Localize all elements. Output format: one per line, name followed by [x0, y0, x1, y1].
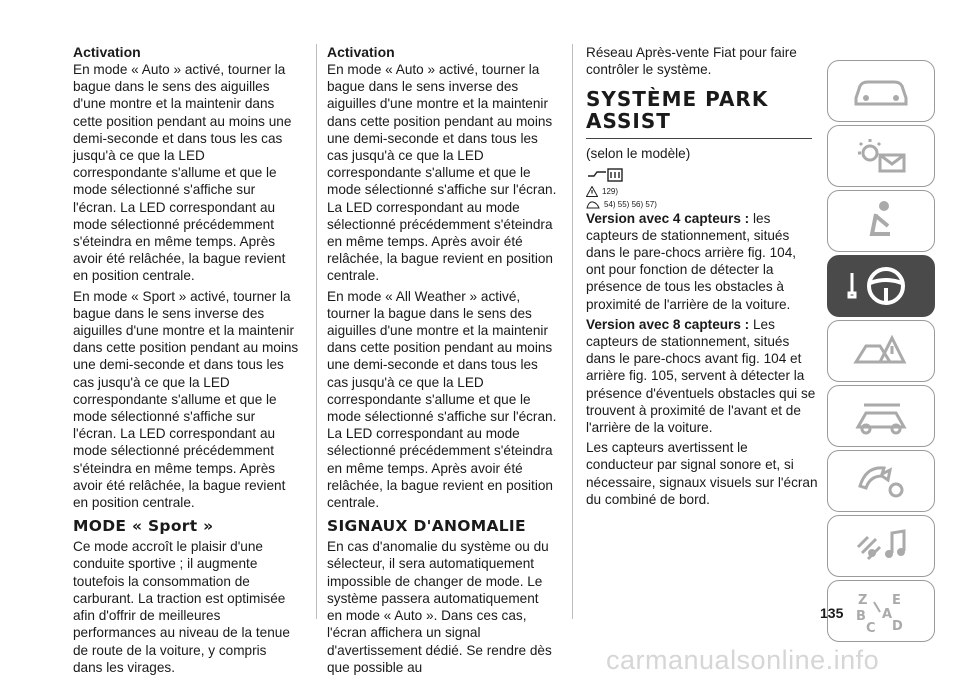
tab-starting-driving[interactable]: [827, 255, 935, 317]
heading-signaux-anomalie: SIGNAUX D'ANOMALIE: [327, 517, 526, 536]
paragraph: En mode « Sport » activé, tourner la bague dans le sens inverse des aiguilles d'une montre et la maintenir dans cette position pendant au moins une demi-seconde et dans tous les cas jusqu'à ce que la LED correspondante s'allume et que le mode sélectionné s'affiche sur l'écran. La LED correspondant au mode sélectionné précédemment s'éteindra en même temps. Après avoir été relâchée, la bague revient en position centrale.: [73, 288, 299, 511]
heading-activation-2: Activation: [327, 44, 395, 60]
tab-maintenance[interactable]: [827, 385, 935, 447]
paragraph: En cas d'anomalie du système ou du sélecteur, il sera automatiquement impossible de changer de mode. Le système passera automatiquement en mode « Auto ». Dans ces cas, l'écran affichera un signal d'avertissement dédié. Se rendre dès que possible au: [327, 539, 552, 675]
paragraph: Ce mode accroît le plaisir d'une conduite sportive ; il augmente toutefois la consommation de carburant. La traction est optimisée afin d'offrir de meilleures performances au niveau de la tenue de route de la voiture, y compris dans les virages.: [73, 539, 290, 675]
tab-safety[interactable]: [827, 190, 935, 252]
column-1: [73, 44, 299, 679]
watermark: carmanualsonline.info: [606, 645, 880, 675]
heading-park-assist: SYSTÈME PARK ASSIST: [586, 87, 769, 134]
tab-car[interactable]: [827, 60, 935, 122]
tab-emergency[interactable]: [827, 320, 935, 382]
svg-text:B: B: [856, 609, 866, 624]
maintenance-icon: [846, 393, 916, 439]
svg-text:A: A: [882, 607, 893, 622]
column-divider: [316, 44, 317, 619]
emergency-icon: [846, 328, 916, 374]
heading-activation-1: Activation: [73, 44, 141, 60]
steering-wheel-icon: [846, 263, 916, 309]
warning-lights-icon: [846, 133, 916, 179]
svg-text:Z: Z: [858, 593, 868, 608]
multimedia-icon: [846, 523, 916, 569]
label-version-8: Version avec 8 capteurs :: [586, 316, 750, 332]
tab-multimedia[interactable]: [827, 515, 935, 577]
svg-text:D: D: [892, 619, 903, 634]
paragraph: En mode « Auto » activé, tourner la bague dans le sens des aiguilles d'une montre et la maintenir dans cette position pendant au moins une demi-seconde et dans tous les cas jusqu'à ce que la LED correspondante s'allume et que le mode sélectionné s'affiche sur l'écran. La LED correspondant au mode sélectionné précédemment s'éteindra en même temps. Après avoir été relâchée, la bague revient en position centrale.: [73, 62, 292, 284]
car-icon: [846, 68, 916, 114]
warning-ref-row: [586, 186, 818, 197]
column-3: [586, 44, 818, 511]
caution-ref-row: [586, 199, 818, 210]
paragraph: En mode « All Weather » activé, tourner la bague dans le sens des aiguilles d'une montre et la maintenir dans cette position pendant au moins une demi-seconde et dans tous les cas jusqu'à ce que la LED correspondante s'allume et que le mode sélectionné s'affiche sur l'écran. La LED correspondant au mode sélectionné précédemment s'éteindra en même temps. Après avoir été relâchée, la bague revient en position centrale.: [327, 288, 557, 511]
svg-text:E: E: [892, 593, 901, 608]
text-version-4: les capteurs de stationnement, situés dans le pare-chocs arrière fig. 104, ont pour fonction de détecter la présence de tous les obstacles à proximité de l'arrière de la voiture.: [586, 210, 797, 312]
paragraph: Les capteurs avertissent le conducteur par signal sonore et, si nécessaire, signaux visuels sur l'écran du combiné de bord.: [586, 440, 818, 507]
page-number: 135: [820, 605, 844, 621]
column-divider: [572, 44, 573, 619]
column-2: [327, 44, 557, 679]
heading-mode-sport: MODE « Sport »: [73, 517, 214, 536]
warning-triangle-icon: [586, 186, 598, 197]
caution-ref: 54) 55) 56) 57): [604, 199, 657, 209]
tab-technical-data[interactable]: [827, 450, 935, 512]
caution-hand-icon: [586, 199, 600, 210]
index-icon: [846, 588, 916, 634]
text-version-8: Les capteurs de stationnement, situés dans le pare-chocs avant fig. 104 et arrière fig. 105, servent à détecter la présence d'éventuels obstacles qui se trouvent à proximité de l'avant et de l'arrière de la voiture.: [586, 316, 816, 436]
technical-data-icon: [846, 458, 916, 504]
paragraph: [586, 210, 818, 313]
warning-ref: 129): [602, 186, 619, 196]
paragraph: Réseau Après-vente Fiat pour faire contrôler le système.: [586, 45, 797, 78]
seat-airbag-icon: [846, 198, 916, 244]
heading-rule: [586, 138, 812, 139]
svg-text:C: C: [866, 621, 876, 634]
tab-warning-lights[interactable]: [827, 125, 935, 187]
special-model-icon: [586, 166, 818, 184]
chapter-sidebar: [827, 60, 935, 645]
paragraph: En mode « Auto » activé, tourner la bague dans le sens inverse des aiguilles d'une montre et la maintenir dans cette position pendant au moins une demi-seconde et dans tous les cas jusqu'à ce que la LED correspondante s'allume et que le mode sélectionné s'affiche sur l'écran. La LED correspondant au mode sélectionné précédemment s'éteindra en même temps. Après avoir été relâchée, la bague revient en position centrale.: [327, 62, 557, 284]
label-version-4: Version avec 4 capteurs :: [586, 210, 750, 226]
model-note: (selon le modèle): [586, 146, 691, 162]
paragraph: [586, 316, 818, 436]
